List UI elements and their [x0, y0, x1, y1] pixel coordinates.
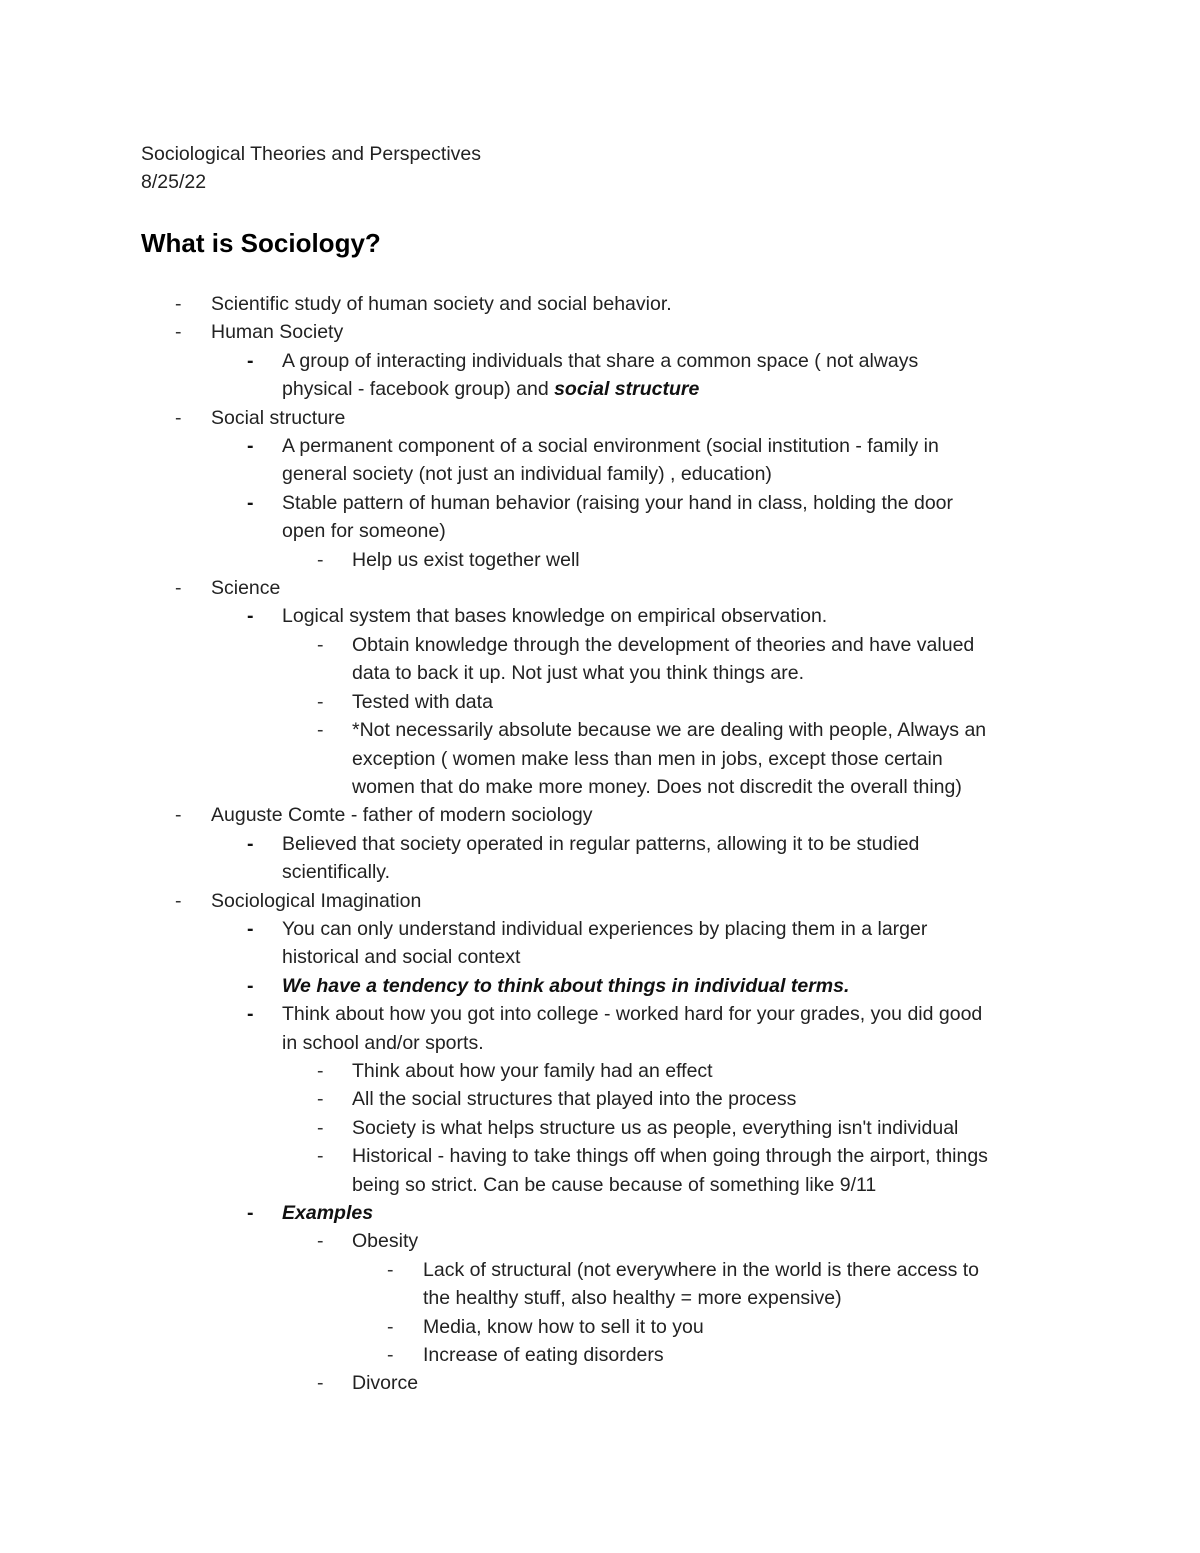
bullet-dash: -	[317, 1145, 324, 1168]
list-item-text: *Not necessarily absolute because we are dealing with people, Always an	[352, 719, 987, 742]
bullet-dash: -	[317, 548, 324, 571]
list-item-text: Think about how your family had an effect	[352, 1059, 713, 1082]
list-item	[0, 1341, 1200, 1369]
list-item-continuation	[0, 659, 1200, 687]
list-item-continuation	[0, 858, 1200, 886]
list-item-text: the healthy stuff, also healthy = more expensive)	[423, 1287, 842, 1310]
list-item-text: Auguste Comte - father of modern sociology	[211, 804, 593, 827]
emphasized-statement: We have a tendency to think about things in individual terms.	[282, 974, 850, 997]
list-item	[0, 1114, 1200, 1142]
list-item	[0, 1000, 1200, 1028]
list-item	[0, 1085, 1200, 1113]
bullet-dash: -	[247, 435, 254, 458]
list-item-text: open for someone)	[282, 520, 446, 543]
list-item	[0, 1256, 1200, 1284]
list-item-text: general society (not just an individual family) , education)	[282, 463, 772, 486]
bullet-dash: -	[175, 406, 182, 429]
bullet-dash: -	[317, 633, 324, 656]
bullet-dash: -	[387, 1315, 394, 1338]
bullet-dash: -	[175, 889, 182, 912]
list-item	[0, 972, 1200, 1000]
bullet-dash: -	[387, 1344, 394, 1367]
list-item	[0, 318, 1200, 346]
list-item	[0, 290, 1200, 318]
list-item	[0, 602, 1200, 630]
bullet-dash: -	[247, 974, 254, 997]
list-item	[0, 716, 1200, 744]
list-item-continuation	[0, 745, 1200, 773]
list-item-text: Believed that society operated in regular patterns, allowing it to be studied	[282, 832, 920, 855]
list-item	[0, 1369, 1200, 1397]
bullet-dash: -	[317, 1116, 324, 1139]
list-item	[0, 1313, 1200, 1341]
list-item-text: exception ( women make less than men in jobs, except those certain	[352, 747, 943, 770]
list-item-text: Increase of eating disorders	[423, 1344, 664, 1367]
list-item	[0, 546, 1200, 574]
bullet-dash: -	[317, 1059, 324, 1082]
section-heading: What is Sociology?	[141, 228, 381, 258]
document-title: Sociological Theories and Perspectives	[141, 143, 481, 165]
list-item-text: Society is what helps structure us as people, everything isn't individual	[352, 1116, 959, 1139]
bullet-dash: -	[317, 1230, 324, 1253]
list-item-text: scientifically.	[282, 861, 391, 884]
bullet-dash: -	[317, 1088, 324, 1111]
list-item-text: All the social structures that played into the process	[352, 1088, 797, 1111]
list-item	[0, 688, 1200, 716]
bullet-dash: -	[175, 321, 182, 344]
list-item	[0, 887, 1200, 915]
list-item-text: Historical - having to take things off when going through the airport, things	[352, 1145, 988, 1168]
list-item-text: A group of interacting individuals that share a common space ( not always	[282, 349, 919, 372]
bullet-dash: -	[175, 804, 182, 827]
list-item-continuation	[0, 943, 1200, 971]
list-item-text: data to back it up. Not just what you think things are.	[352, 662, 805, 685]
list-item-text: Tested with data	[352, 690, 493, 713]
bullet-dash: -	[247, 832, 254, 855]
list-item-text: Media, know how to sell it to you	[423, 1315, 704, 1338]
bullet-dash: -	[247, 605, 254, 628]
list-item-text: A permanent component of a social environment (social institution - family in	[282, 435, 939, 458]
bullet-dash: -	[247, 491, 254, 514]
list-item	[0, 489, 1200, 517]
list-item-text: historical and social context	[282, 946, 521, 969]
list-item	[0, 631, 1200, 659]
list-item-text: Divorce	[352, 1372, 419, 1395]
list-item-continuation	[0, 1029, 1200, 1057]
list-item-continuation	[0, 460, 1200, 488]
list-item	[0, 915, 1200, 943]
list-item-text: Human Society	[211, 321, 344, 344]
bullet-dash: -	[247, 1202, 254, 1224]
list-item-text: Lack of structural (not everywhere in the world is there access to	[423, 1258, 979, 1281]
list-item-continuation	[0, 375, 1200, 403]
list-item-text: being so strict. Can be cause because of something like 9/11	[352, 1173, 877, 1196]
list-item-continuation	[0, 517, 1200, 545]
bullet-dash: -	[175, 293, 182, 315]
list-item	[0, 404, 1200, 432]
list-item-text: in school and/or sports.	[282, 1031, 484, 1054]
list-item	[0, 830, 1200, 858]
list-item	[0, 801, 1200, 829]
list-item-text: Obtain knowledge through the development of theories and have valued	[352, 633, 975, 656]
list-item	[0, 347, 1200, 375]
bullet-dash: -	[247, 1003, 254, 1026]
bullet-dash: -	[317, 690, 324, 713]
notes-outline	[0, 290, 1200, 1398]
list-item-text: You can only understand individual experiences by placing them in a larger	[282, 917, 928, 940]
list-item-text: Sociological Imagination	[211, 889, 422, 912]
examples-label: Examples	[282, 1202, 374, 1224]
list-item	[0, 574, 1200, 602]
bullet-dash: -	[175, 577, 182, 600]
list-item-continuation	[0, 1171, 1200, 1199]
emphasized-term: social structure	[554, 378, 700, 401]
list-item-text: Science	[211, 577, 281, 600]
list-item-continuation	[0, 773, 1200, 801]
bullet-dash: -	[317, 719, 324, 742]
document-date: 8/25/22	[141, 171, 207, 193]
list-item-text: Think about how you got into college - worked hard for your grades, you did good	[282, 1003, 983, 1026]
list-item-text: women that do make more money. Does not discredit the overall thing)	[352, 775, 962, 798]
list-item-continuation	[0, 1284, 1200, 1312]
list-item	[0, 1199, 1200, 1227]
list-item-text: Logical system that bases knowledge on empirical observation.	[282, 605, 828, 628]
list-item	[0, 1142, 1200, 1170]
bullet-dash: -	[247, 917, 254, 940]
list-item-text: physical - facebook group) and	[282, 378, 555, 401]
list-item-text: Obesity	[352, 1230, 419, 1253]
list-item	[0, 1057, 1200, 1085]
list-item	[0, 432, 1200, 460]
bullet-dash: -	[387, 1258, 394, 1281]
list-item-text: Help us exist together well	[352, 548, 580, 571]
list-item-text: Stable pattern of human behavior (raising your hand in class, holding the door	[282, 491, 953, 514]
list-item-text: Social structure	[211, 406, 346, 429]
bullet-dash: -	[317, 1372, 324, 1395]
list-item-text: Scientific study of human society and social behavior.	[211, 293, 672, 315]
bullet-dash: -	[247, 349, 254, 372]
list-item	[0, 1227, 1200, 1255]
